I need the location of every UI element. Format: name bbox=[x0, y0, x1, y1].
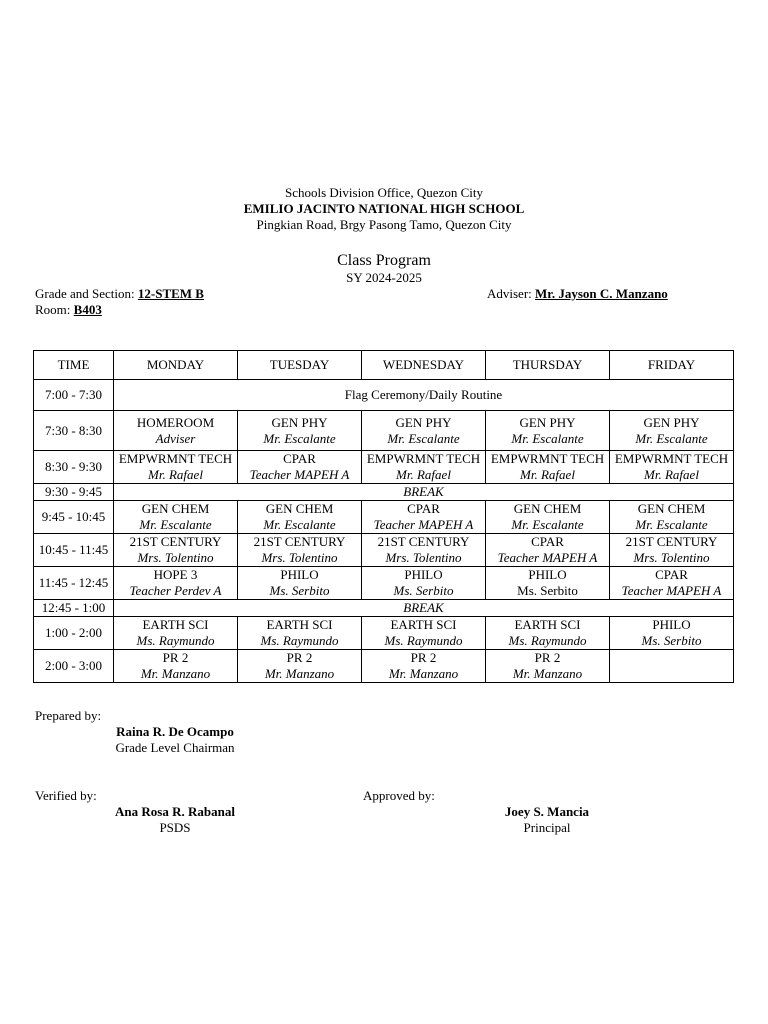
class-cell bbox=[362, 567, 486, 600]
teacher-name: Mrs. Tolentino bbox=[137, 550, 214, 565]
teacher-name: Ms. Serbito bbox=[393, 583, 454, 598]
subject-name: EMPWRMNT TECH bbox=[118, 451, 233, 466]
time-cell: 8:30 - 9:30 bbox=[34, 451, 114, 484]
class-cell bbox=[362, 411, 486, 451]
teacher-name: Mr. Rafael bbox=[520, 467, 575, 482]
class-cell bbox=[114, 650, 238, 683]
teacher-name: Teacher MAPEH A bbox=[497, 550, 598, 565]
subject-name: CPAR bbox=[407, 501, 440, 516]
column-header: TUESDAY bbox=[238, 351, 362, 380]
teacher-name: Mr. Escalante bbox=[263, 430, 336, 446]
time-cell: 10:45 - 11:45 bbox=[34, 534, 114, 567]
prepared-by-name: Raina R. De Ocampo bbox=[116, 724, 234, 739]
teacher-name: Mr. Escalante bbox=[511, 517, 584, 532]
schedule-table bbox=[33, 350, 734, 683]
subject-name: EARTH SCI bbox=[142, 617, 209, 632]
teacher-name: Mrs. Tolentino bbox=[633, 550, 710, 565]
class-cell bbox=[486, 501, 610, 534]
subject-name: GEN CHEM bbox=[265, 501, 334, 516]
teacher-name: Ms. Raymundo bbox=[384, 633, 463, 648]
teacher-name: Mr. Escalante bbox=[511, 430, 584, 446]
time-cell: 9:30 - 9:45 bbox=[34, 484, 114, 501]
adviser-label: Adviser: bbox=[487, 286, 532, 301]
subject-name: EARTH SCI bbox=[390, 617, 457, 632]
subject-name: GEN CHEM bbox=[513, 501, 582, 516]
school-year: SY 2024-2025 bbox=[346, 270, 422, 285]
subject-name: EMPWRMNT TECH bbox=[614, 451, 729, 466]
subject-name: 21ST CENTURY bbox=[377, 534, 470, 549]
column-header: TIME bbox=[34, 351, 114, 380]
class-cell bbox=[238, 567, 362, 600]
teacher-name: Adviser bbox=[155, 430, 196, 446]
adviser bbox=[487, 286, 668, 302]
class-cell bbox=[238, 534, 362, 567]
table-row bbox=[34, 650, 734, 683]
subject-name: GEN PHY bbox=[643, 414, 700, 430]
verified-by-name: Ana Rosa R. Rabanal bbox=[115, 804, 235, 819]
class-cell bbox=[610, 567, 734, 600]
class-cell bbox=[362, 451, 486, 484]
subject-name: GEN CHEM bbox=[637, 501, 706, 516]
teacher-name: Mr. Manzano bbox=[140, 666, 211, 681]
class-cell bbox=[114, 411, 238, 451]
teacher-name: Ms. Raymundo bbox=[508, 633, 587, 648]
column-header: THURSDAY bbox=[486, 351, 610, 380]
break-cell: BREAK bbox=[114, 600, 734, 617]
approved-by-title: Principal bbox=[523, 820, 571, 835]
teacher-name: Mrs. Tolentino bbox=[261, 550, 338, 565]
subject-name: PR 2 bbox=[162, 650, 189, 665]
class-cell bbox=[114, 451, 238, 484]
teacher-name: Mr. Manzano bbox=[512, 666, 583, 681]
class-cell bbox=[610, 411, 734, 451]
teacher-name: Mr. Escalante bbox=[635, 430, 708, 446]
prepared-by-title: Grade Level Chairman bbox=[115, 740, 235, 755]
approved-by-name: Joey S. Mancia bbox=[504, 804, 590, 819]
subject-name: GEN PHY bbox=[519, 414, 576, 430]
table-row bbox=[34, 617, 734, 650]
adviser-value: Mr. Jayson C. Manzano bbox=[535, 286, 668, 301]
teacher-name: Mr. Escalante bbox=[263, 517, 336, 532]
subject-name: PR 2 bbox=[286, 650, 313, 665]
table-row bbox=[34, 534, 734, 567]
subject-name: GEN PHY bbox=[395, 414, 452, 430]
time-cell: 11:45 - 12:45 bbox=[34, 567, 114, 600]
subject-name: EARTH SCI bbox=[514, 617, 581, 632]
time-cell: 7:30 - 8:30 bbox=[34, 411, 114, 451]
routine-cell: Flag Ceremony/Daily Routine bbox=[114, 380, 734, 411]
column-header: WEDNESDAY bbox=[362, 351, 486, 380]
teacher-name: Ms. Serbito bbox=[517, 583, 578, 598]
subject-name: 21ST CENTURY bbox=[625, 534, 718, 549]
column-header: MONDAY bbox=[114, 351, 238, 380]
column-header: FRIDAY bbox=[610, 351, 734, 380]
table-row bbox=[34, 567, 734, 600]
subject-name: PR 2 bbox=[410, 650, 437, 665]
subject-name: EMPWRMNT TECH bbox=[490, 451, 605, 466]
subject-name: 21ST CENTURY bbox=[129, 534, 222, 549]
prepared-by-label: Prepared by: bbox=[35, 708, 102, 723]
subject-name: PR 2 bbox=[534, 650, 561, 665]
table-row bbox=[34, 380, 734, 411]
school-name: EMILIO JACINTO NATIONAL HIGH SCHOOL bbox=[243, 201, 525, 216]
class-cell bbox=[486, 411, 610, 451]
subject-name: CPAR bbox=[655, 567, 688, 582]
class-cell bbox=[610, 534, 734, 567]
class-cell bbox=[238, 617, 362, 650]
subject-name: PHILO bbox=[528, 567, 567, 582]
teacher-name: Ms. Raymundo bbox=[260, 633, 339, 648]
teacher-name: Mr. Rafael bbox=[396, 467, 451, 482]
table-row bbox=[34, 600, 734, 617]
class-cell bbox=[238, 411, 362, 451]
verified-by-title: PSDS bbox=[159, 820, 191, 835]
class-cell bbox=[486, 451, 610, 484]
page-title: Class Program bbox=[337, 252, 431, 269]
subject-name: PHILO bbox=[404, 567, 443, 582]
teacher-name: Mr. Escalante bbox=[635, 517, 708, 532]
class-cell bbox=[238, 451, 362, 484]
teacher-name: Teacher MAPEH A bbox=[249, 467, 350, 482]
subject-name: HOMEROOM bbox=[136, 414, 215, 430]
teacher-name: Mr. Manzano bbox=[388, 666, 459, 681]
table-header-row bbox=[34, 351, 734, 380]
teacher-name: Teacher MAPEH A bbox=[373, 517, 474, 532]
subject-name: GEN CHEM bbox=[141, 501, 210, 516]
class-cell bbox=[610, 650, 734, 683]
subject-name: EARTH SCI bbox=[266, 617, 333, 632]
grade-section-value: 12-STEM B bbox=[137, 286, 204, 301]
room bbox=[35, 302, 102, 318]
class-cell bbox=[610, 501, 734, 534]
teacher-name: Ms. Serbito bbox=[269, 583, 330, 598]
table-row bbox=[34, 451, 734, 484]
class-cell bbox=[486, 650, 610, 683]
time-cell: 1:00 - 2:00 bbox=[34, 617, 114, 650]
teacher-name: Mrs. Tolentino bbox=[385, 550, 462, 565]
teacher-name: Ms. Raymundo bbox=[136, 633, 215, 648]
grade-section-label: Grade and Section: bbox=[35, 286, 135, 301]
table-row bbox=[34, 411, 734, 451]
class-cell bbox=[114, 617, 238, 650]
class-cell bbox=[362, 501, 486, 534]
subject-name: PHILO bbox=[280, 567, 319, 582]
approved-by-label: Approved by: bbox=[363, 788, 435, 803]
class-cell bbox=[114, 567, 238, 600]
subject-name: GEN PHY bbox=[271, 414, 328, 430]
table-row bbox=[34, 484, 734, 501]
teacher-name: Mr. Rafael bbox=[644, 467, 699, 482]
class-cell bbox=[238, 650, 362, 683]
time-cell: 2:00 - 3:00 bbox=[34, 650, 114, 683]
time-cell: 12:45 - 1:00 bbox=[34, 600, 114, 617]
break-cell: BREAK bbox=[114, 484, 734, 501]
subject-name: HOPE 3 bbox=[153, 567, 198, 582]
division-office: Schools Division Office, Quezon City bbox=[285, 185, 483, 200]
class-cell bbox=[610, 617, 734, 650]
class-cell bbox=[362, 534, 486, 567]
class-cell bbox=[486, 534, 610, 567]
class-cell bbox=[610, 451, 734, 484]
class-cell bbox=[114, 501, 238, 534]
class-cell bbox=[486, 617, 610, 650]
teacher-name: Teacher Perdev A bbox=[129, 583, 222, 598]
table-row bbox=[34, 501, 734, 534]
time-cell: 7:00 - 7:30 bbox=[34, 380, 114, 411]
subject-name: PHILO bbox=[652, 617, 691, 632]
room-label: Room: bbox=[35, 302, 71, 317]
subject-name: 21ST CENTURY bbox=[253, 534, 346, 549]
class-cell bbox=[362, 650, 486, 683]
subject-name: CPAR bbox=[531, 534, 564, 549]
verified-by-label: Verified by: bbox=[35, 788, 97, 803]
school-address: Pingkian Road, Brgy Pasong Tamo, Quezon City bbox=[256, 217, 512, 232]
subject-name: EMPWRMNT TECH bbox=[366, 451, 481, 466]
teacher-name: Mr. Manzano bbox=[264, 666, 335, 681]
teacher-name: Mr. Rafael bbox=[148, 467, 203, 482]
class-cell bbox=[486, 567, 610, 600]
teacher-name: Teacher MAPEH A bbox=[621, 583, 722, 598]
grade-section bbox=[35, 286, 204, 302]
teacher-name: Mr. Escalante bbox=[139, 517, 212, 532]
class-cell bbox=[238, 501, 362, 534]
subject-name: CPAR bbox=[283, 451, 316, 466]
room-value: B403 bbox=[73, 302, 102, 317]
teacher-name: Ms. Serbito bbox=[641, 633, 702, 648]
class-cell bbox=[114, 534, 238, 567]
class-cell bbox=[362, 617, 486, 650]
time-cell: 9:45 - 10:45 bbox=[34, 501, 114, 534]
teacher-name: Mr. Escalante bbox=[387, 430, 460, 446]
